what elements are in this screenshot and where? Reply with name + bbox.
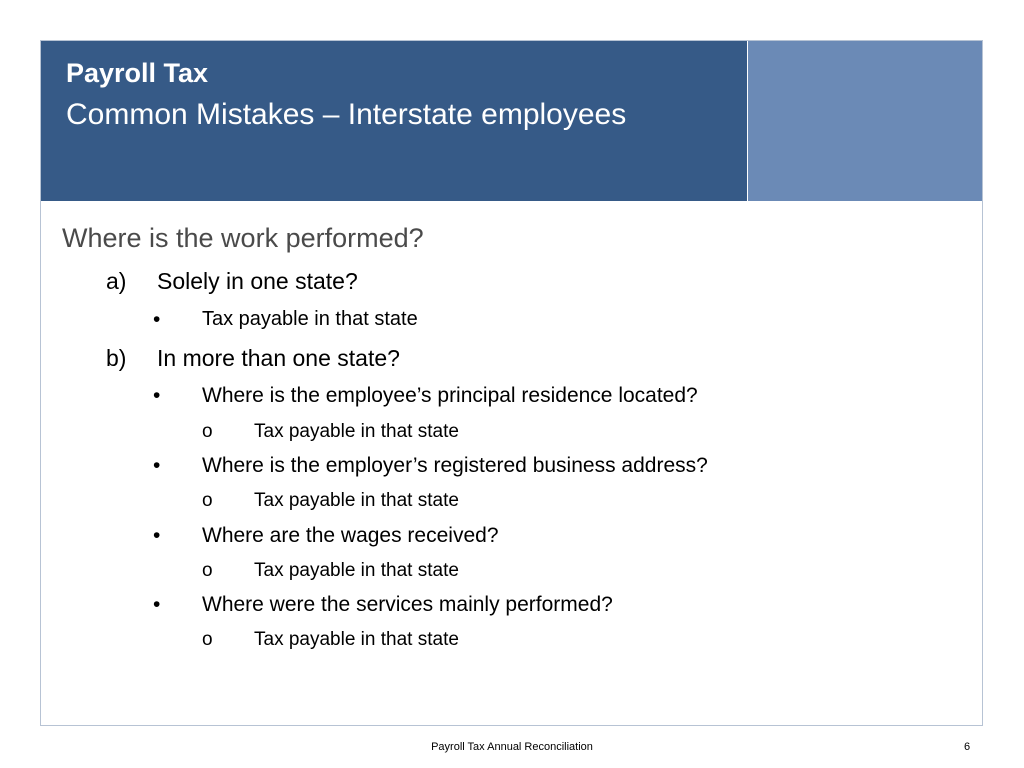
main-question: Where is the work performed?	[62, 223, 424, 253]
sub-bullet-marker: o	[202, 629, 213, 650]
slide-subtitle: Common Mistakes – Interstate employees	[66, 98, 627, 131]
page-number: 6	[964, 741, 971, 753]
bullet-marker: •	[153, 308, 161, 331]
item-text-a: Solely in one state?	[157, 268, 358, 294]
detail-answer: Tax payable in that state	[254, 629, 459, 650]
detail-question: Where are the wages received?	[202, 524, 499, 547]
sub-bullet-marker: o	[202, 560, 213, 581]
title-accent-block	[748, 41, 982, 201]
detail-answer: Tax payable in that state	[254, 421, 459, 442]
detail-question: Where is the employee’s principal residence located?	[202, 384, 698, 407]
item-a-answer: Tax payable in that state	[202, 308, 418, 330]
detail-question: Where is the employer’s registered business address?	[202, 454, 708, 477]
item-marker-a: a)	[106, 268, 127, 294]
bullet-marker: •	[153, 384, 161, 407]
slide-title: Payroll Tax	[66, 58, 209, 88]
bullet-marker: •	[153, 593, 161, 616]
bullet-marker: •	[153, 524, 161, 547]
detail-answer: Tax payable in that state	[254, 560, 459, 581]
sub-bullet-marker: o	[202, 421, 213, 442]
sub-bullet-marker: o	[202, 490, 213, 511]
detail-answer: Tax payable in that state	[254, 490, 459, 511]
footer-title: Payroll Tax Annual Reconciliation	[431, 741, 593, 753]
item-marker-b: b)	[106, 345, 127, 371]
bullet-marker: •	[153, 454, 161, 477]
item-text-b: In more than one state?	[157, 345, 400, 371]
detail-question: Where were the services mainly performed?	[202, 593, 613, 616]
